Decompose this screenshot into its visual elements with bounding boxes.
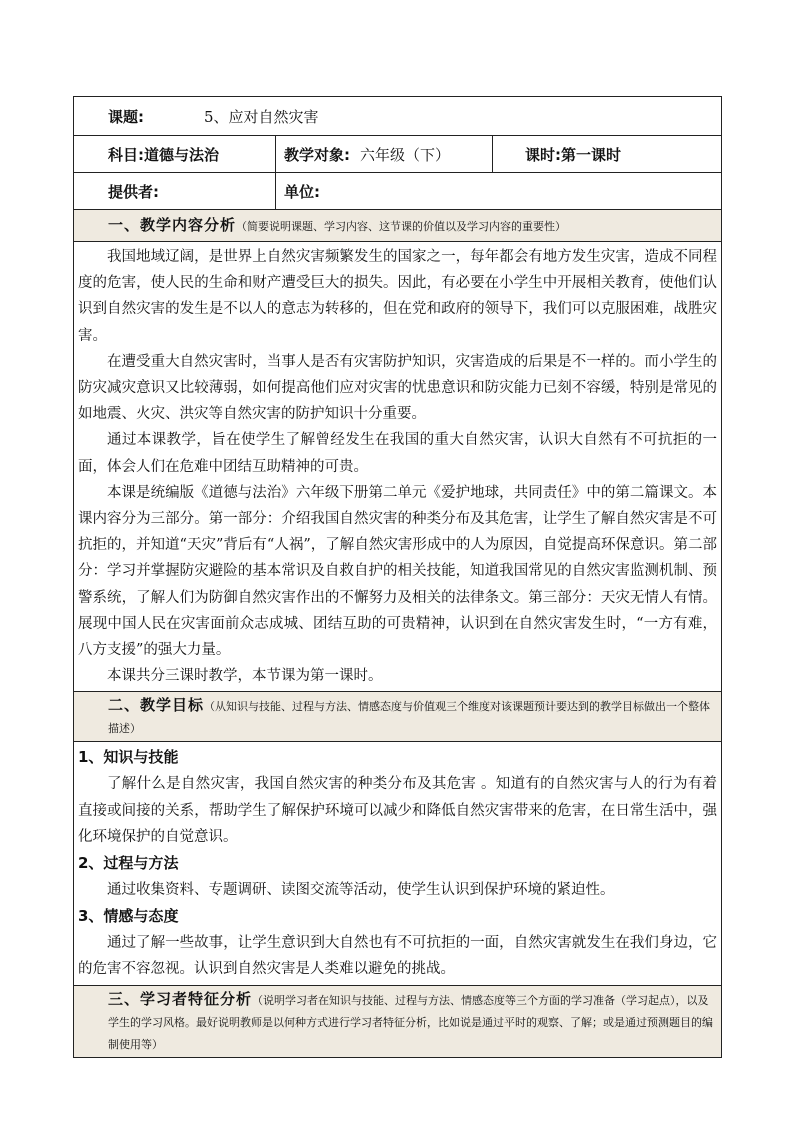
section3-title: 三、学习者特征分析 xyxy=(108,989,253,1008)
unit-cell xyxy=(276,173,722,210)
lesson-plan-table xyxy=(73,96,722,1058)
section2-body xyxy=(74,742,722,985)
section3-note: （说明学习者在知识与技能、过程与方法、情感态度等三个方面的学习准备（学习起点），以及学生的学习风格。最好说明教师是以何种方式进行学习者特征分析，比如说是通过平时的观察、了解；或是通过预测题目的编制使用等） xyxy=(108,993,713,1051)
objective-knowledge-text: 了解什么是自然灾害，我国自然灾害的种类分布及其危害 。知道有的自然灾害与人的行为有着直接或间接的关系，帮助学生了解保护环境可以减少和降低自然灾害带来的危害，在日常生活中，强化环境保护的自觉意识。 xyxy=(78,776,718,845)
lesson-plan-document xyxy=(73,96,721,1058)
provider-row xyxy=(74,173,722,210)
objective-process-text: 通过收集资料、专题调研、读图交流等活动，使学生认识到保护环境的紧迫性。 xyxy=(107,882,615,899)
section3-header xyxy=(74,985,722,1057)
section2-header xyxy=(74,692,722,742)
section2-note: （从知识与技能、过程与方法、情感态度与价值观三个维度对该课题预计要达到的教学目标做出一个整体描述） xyxy=(108,700,711,736)
subject-row xyxy=(74,136,722,173)
subject-value: 道德与法治 xyxy=(144,145,220,164)
objective-attitude-heading: 3、情感与态度 xyxy=(78,907,179,926)
section1-paragraph: 我国地域辽阔，是世界上自然灾害频繁发生的国家之一，每年都会有地方发生灾害，造成不同程度的危害，使人民的生命和财产遭受巨大的损失。因此，有必要在小学生中开展相关教育，使他们认识到自然灾害的发生是不以人的意志为转移的，但在党和政府的领导下，我们可以克服困难，战胜灾害。 xyxy=(78,249,718,344)
period-value: 第一课时 xyxy=(561,145,622,164)
objective-process-heading: 2、过程与方法 xyxy=(78,854,179,873)
section1-paragraph: 通过本课教学，旨在使学生了解曾经发生在我国的重大自然灾害，认识大自然有不可抗拒的一面，体会人们在危难中团结互助精神的可贵。 xyxy=(78,432,718,475)
audience-label: 教学对象: xyxy=(284,145,350,164)
unit-label: 单位: xyxy=(284,182,320,201)
provider-cell xyxy=(74,173,276,210)
section2-body-row xyxy=(74,742,722,985)
section1-note: （简要说明课题、学习内容、这节课的价值以及学习内容的重要性） xyxy=(236,220,567,233)
audience-value: 六年级（下） xyxy=(360,145,451,164)
objective-attitude-text: 通过了解一些故事，让学生意识到大自然也有不可抗拒的一面，自然灾害就发生在我们身边，它的危害不容忽视。认识到自然灾害是人类难以避免的挑战。 xyxy=(78,935,718,978)
subject-label: 科目: xyxy=(108,145,144,164)
provider-label: 提供者: xyxy=(108,182,159,201)
section1-title: 一、教学内容分析 xyxy=(108,216,237,234)
section1-body-row xyxy=(74,242,722,692)
section1-paragraph: 本课是统编版《道德与法治》六年级下册第二单元《爱护地球，共同责任》中的第二篇课文。本课内容分为三部分。第一部分：介绍我国自然灾害的种类分布及其危害，让学生了解自然灾害是不可抗拒的，并知道“天灾”背后有“人祸”，了解自然灾害形成中的人为原因，自觉提高环保意识。第二部分：学习并掌握防灾避险的基本常识及自救自护的相关技能，知道我国常见的自然灾害监测机制、预警系统，了解人们为防御自然灾害作出的不懈努力及相关的法律条文。第三部分：天灾无情人有情。展现中国人民在灾害面前众志成城、团结互助的可贵精神，认识到在自然灾害发生时，“一方有难，八方支援”的强大力量。 xyxy=(78,484,718,659)
topic-row xyxy=(74,97,722,136)
audience-cell xyxy=(276,136,493,173)
section1-header xyxy=(74,210,722,242)
topic-label: 课题: xyxy=(108,107,144,126)
section3-header-row xyxy=(74,985,722,1057)
section2-title: 二、教学目标 xyxy=(108,696,205,715)
section2-header-row xyxy=(74,692,722,742)
section1-paragraph: 本课共分三课时教学，本节课为第一课时。 xyxy=(107,668,383,685)
subject-cell xyxy=(74,136,276,173)
objective-knowledge-heading: 1、知识与技能 xyxy=(78,748,179,767)
topic-value: 5、应对自然灾害 xyxy=(204,107,319,126)
period-cell xyxy=(493,136,722,173)
section1-header-row xyxy=(74,210,722,242)
section1-body xyxy=(74,242,722,692)
section1-paragraph: 在遭受重大自然灾害时，当事人是否有灾害防护知识，灾害造成的后果是不一样的。而小学生的防灾减灾意识又比较薄弱，如何提高他们应对灾害的忧患意识和防灾能力已刻不容缓，特别是常见的如地震、火灾、洪灾等自然灾害的防护知识十分重要。 xyxy=(78,353,718,423)
period-label: 课时: xyxy=(525,145,561,164)
